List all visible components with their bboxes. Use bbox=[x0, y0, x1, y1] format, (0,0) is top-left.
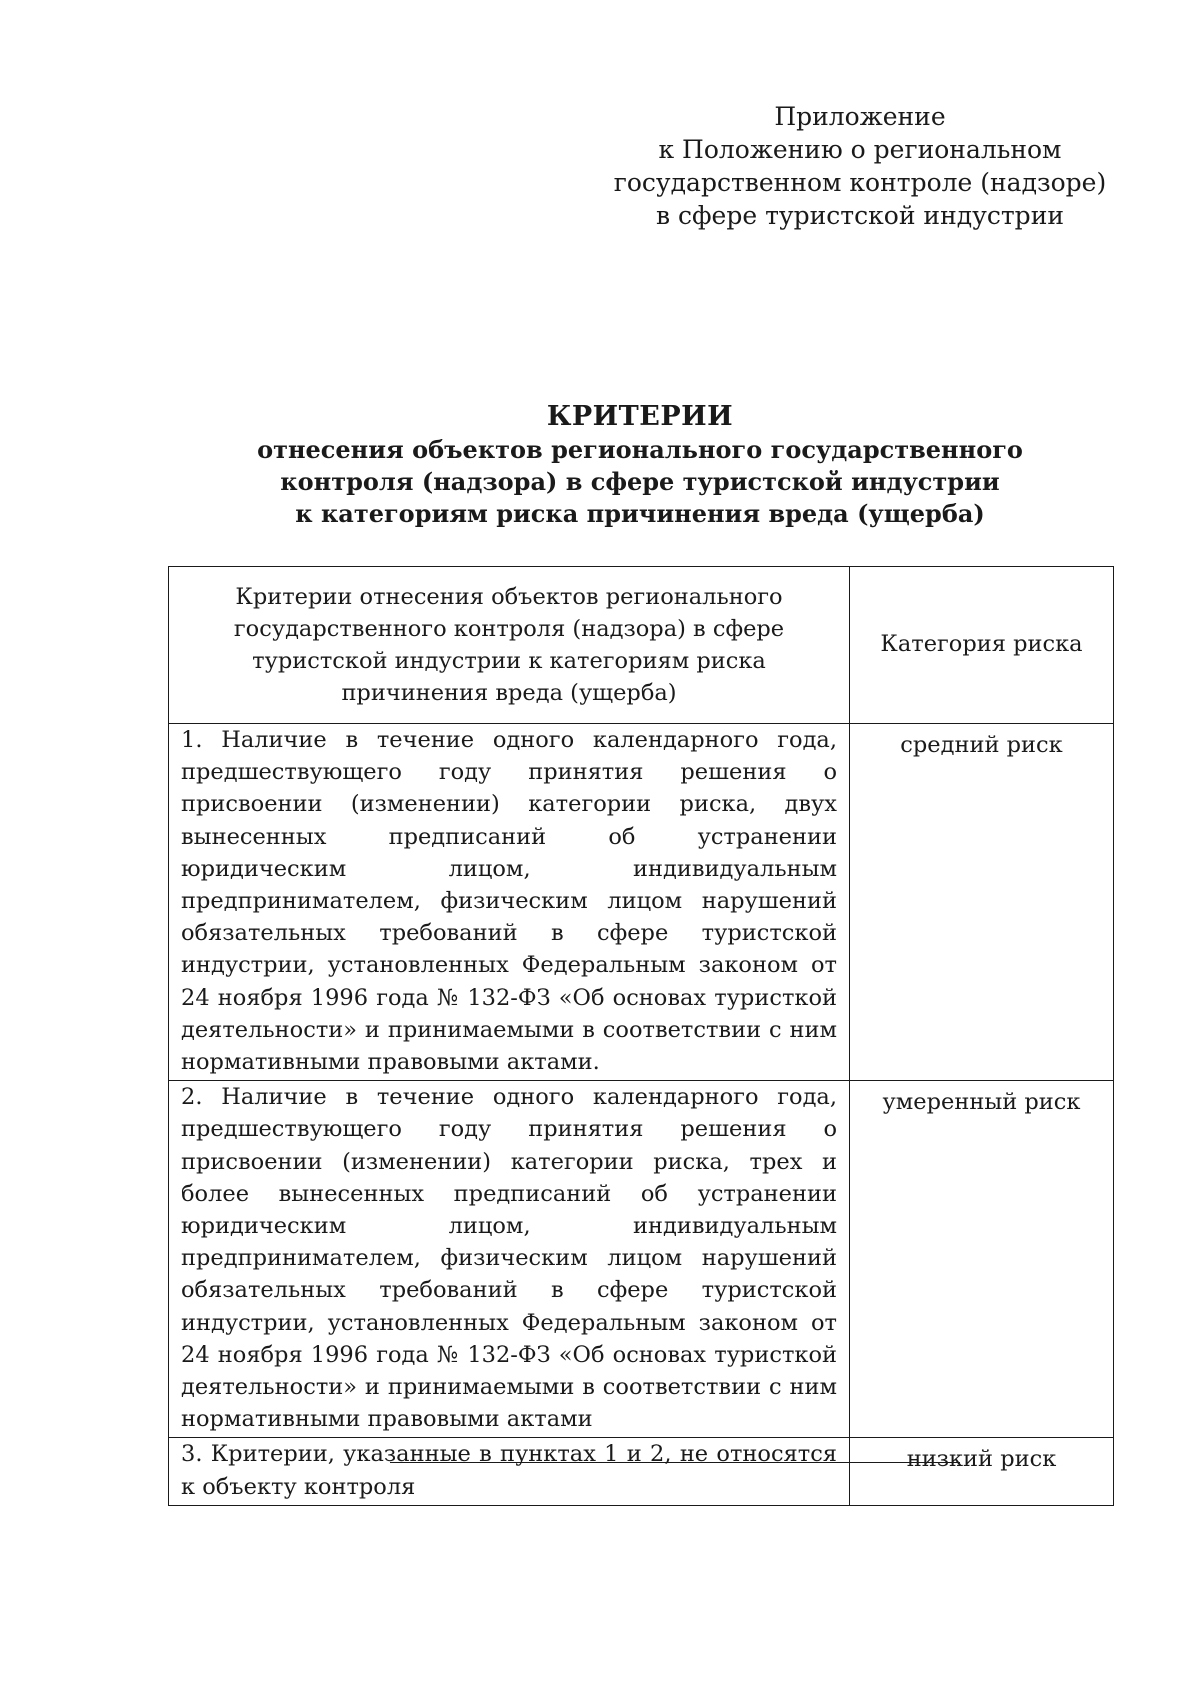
appendix-line-1: Приложение bbox=[774, 102, 946, 131]
criterion-cell: 3. Критерии, указанные в пунктах 1 и 2, не относятся к объекту контроля bbox=[169, 1438, 850, 1505]
criterion-cell: 2. Наличие в течение одного календарного года, предшествующего году принятия решения о присвоении (изменении) категории риска, трех и более вынесенных предписаний об устранении юридическим лицом, индивидуальным предпринимателем, физическим лицом нарушений обязательных требований в сфере туристской индустрии, установленных Федеральным законом от 24 ноября 1996 года № 132-ФЗ «Об основах туристкой деятельности» и принимаемыми в соответствии с ним нормативными правовыми актами bbox=[169, 1081, 850, 1438]
criterion-cell: 1. Наличие в течение одного календарного года, предшествующего году принятия решения о присвоении (изменении) категории риска, двух вынесенных предписаний об устранении юридическим лицом, индивидуальным предпринимателем, физическим лицом нарушений обязательных требований в сфере туристской индустрии, установленных Федеральным законом от 24 ноября 1996 года № 132-ФЗ «Об основах туристкой деятельности» и принимаемыми в соответствии с ним нормативными правовыми актами. bbox=[169, 724, 850, 1081]
appendix-line-2: к Положению о региональном bbox=[658, 135, 1062, 164]
table-header-row bbox=[169, 567, 1114, 724]
header-criteria: Критерии отнесения объектов регионального государственного контроля (надзора) в сфере туристской индустрии к категориям риска причинения вреда (ущерба) bbox=[169, 567, 850, 724]
risk-category-cell: средний риск bbox=[850, 724, 1114, 1081]
appendix-header bbox=[610, 100, 1110, 232]
document-title bbox=[200, 400, 1080, 530]
title-main: КРИТЕРИИ bbox=[546, 401, 734, 432]
criteria-table bbox=[168, 566, 1114, 1506]
end-separator-line bbox=[390, 1462, 960, 1463]
appendix-line-3: государственном контроле (надзоре) bbox=[613, 168, 1107, 197]
risk-category-cell: умеренный риск bbox=[850, 1081, 1114, 1438]
table-row bbox=[169, 724, 1114, 1081]
table-row bbox=[169, 1081, 1114, 1438]
table-row bbox=[169, 1438, 1114, 1505]
title-subtitle-line-1: отнесения объектов регионального государственного bbox=[257, 435, 1023, 464]
risk-category-cell: низкий риск bbox=[850, 1438, 1114, 1505]
title-subtitle-line-3: к категориям риска причинения вреда (ущерба) bbox=[295, 499, 985, 528]
header-risk-category: Категория риска bbox=[850, 567, 1114, 724]
title-subtitle-line-2: контроля (надзора) в сфере туристской индустрии bbox=[280, 467, 1000, 496]
appendix-line-4: в сфере туристской индустрии bbox=[655, 201, 1065, 230]
